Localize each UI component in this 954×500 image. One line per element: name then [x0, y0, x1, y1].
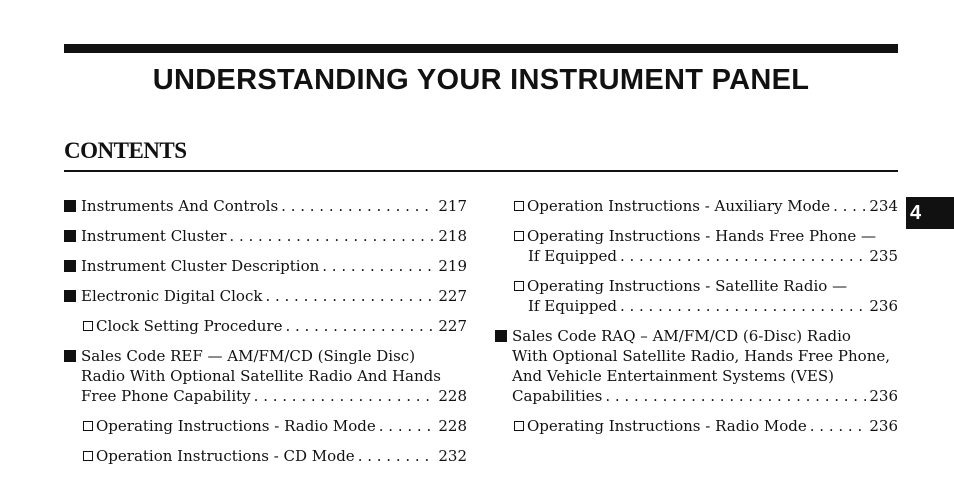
toc-entry[interactable]	[495, 416, 898, 436]
toc-page-number: 227	[438, 317, 467, 335]
dot-leader	[229, 226, 435, 246]
toc-entry[interactable]	[64, 256, 467, 276]
toc-entry-line	[64, 226, 467, 246]
toc-entry-line	[495, 386, 898, 406]
toc-entry-line	[495, 296, 898, 316]
toc-entry[interactable]	[64, 446, 467, 466]
toc-entry-line	[495, 346, 898, 366]
dot-leader	[358, 446, 436, 466]
dot-leader	[620, 246, 866, 266]
toc-entry-line	[495, 326, 898, 346]
toc-page-number: 232	[438, 447, 467, 465]
toc-entry-title: Instrument Cluster	[81, 227, 227, 245]
toc-page-number: 234	[869, 197, 898, 215]
toc-entry-line	[495, 416, 898, 436]
toc-entry[interactable]	[64, 416, 467, 436]
toc-page-number: 235	[869, 247, 898, 265]
toc-entry-line	[64, 366, 467, 386]
toc-entry-line	[495, 196, 898, 216]
filled-square-bullet-icon	[64, 350, 76, 362]
toc-page-number: 217	[438, 197, 467, 215]
toc-page-number: 236	[869, 297, 898, 315]
chapter-tab: 4	[906, 197, 954, 229]
toc-entry-line	[64, 256, 467, 276]
dot-leader	[281, 196, 435, 216]
filled-square-bullet-icon	[64, 200, 76, 212]
hollow-square-bullet-icon	[514, 421, 524, 431]
chapter-title: UNDERSTANDING YOUR INSTRUMENT PANEL	[152, 64, 810, 96]
toc-entry-line	[64, 316, 467, 336]
toc-page-number: 228	[438, 387, 467, 405]
toc-entry[interactable]	[64, 346, 467, 406]
dot-leader	[620, 296, 866, 316]
dot-leader	[810, 416, 867, 436]
toc-entry[interactable]	[495, 226, 898, 266]
toc-entry-title: Operating Instructions - Radio Mode	[96, 417, 376, 435]
toc-entry-line	[495, 366, 898, 386]
filled-square-bullet-icon	[495, 330, 507, 342]
toc-entry-line	[64, 386, 467, 406]
top-rule	[64, 44, 898, 53]
toc-entry[interactable]	[64, 196, 467, 216]
toc-entry-line	[64, 416, 467, 436]
toc-entry-title: Capabilities	[512, 387, 603, 405]
toc-entry-title: Operation Instructions - CD Mode	[96, 447, 355, 465]
toc-column-right	[495, 196, 898, 446]
toc-entry-title: Instruments And Controls	[81, 197, 279, 215]
toc-entry-title: Sales Code REF — AM/FM/CD (Single Disc)	[81, 347, 416, 365]
hollow-square-bullet-icon	[514, 281, 524, 291]
dot-leader	[833, 196, 866, 216]
toc-entry[interactable]	[64, 226, 467, 246]
dot-leader	[322, 256, 435, 276]
toc-entry[interactable]	[495, 196, 898, 216]
hollow-square-bullet-icon	[514, 201, 524, 211]
hollow-square-bullet-icon	[83, 321, 93, 331]
filled-square-bullet-icon	[64, 230, 76, 242]
toc-entry-title: Clock Setting Procedure	[96, 317, 283, 335]
toc-entry-line	[64, 346, 467, 366]
toc-page-number: 219	[438, 257, 467, 275]
toc-entry[interactable]	[64, 316, 467, 336]
hollow-square-bullet-icon	[83, 421, 93, 431]
toc-entry-line	[495, 246, 898, 266]
toc-entry-title: Operating Instructions - Hands Free Phone —	[527, 227, 877, 245]
toc-entry[interactable]	[495, 276, 898, 316]
toc-entry-title: And Vehicle Entertainment Systems (VES)	[512, 367, 834, 385]
toc-entry-line	[495, 276, 898, 296]
toc-page-number: 227	[438, 287, 467, 305]
toc-page-number: 236	[869, 417, 898, 435]
toc-entry-line	[64, 196, 467, 216]
toc-entry[interactable]	[495, 326, 898, 406]
dot-leader	[285, 316, 435, 336]
toc-entry-title: Instrument Cluster Description	[81, 257, 320, 275]
toc-entry-title: Operating Instructions - Satellite Radio —	[527, 277, 848, 295]
toc-entry[interactable]	[64, 286, 467, 306]
toc-entry-title: Radio With Optional Satellite Radio And Hands	[81, 367, 441, 385]
toc-entry-line	[495, 226, 898, 246]
filled-square-bullet-icon	[64, 260, 76, 272]
toc-entry-title: Operating Instructions - Radio Mode	[527, 417, 807, 435]
contents-rule	[64, 170, 898, 172]
toc-entry-title: With Optional Satellite Radio, Hands Free Phone,	[512, 347, 891, 365]
toc-entry-line	[64, 446, 467, 466]
toc-entry-title: Operation Instructions - Auxiliary Mode	[527, 197, 831, 215]
hollow-square-bullet-icon	[514, 231, 524, 241]
contents-heading: CONTENTS	[64, 138, 187, 163]
toc-column-left	[64, 196, 467, 476]
toc-entry-title: If Equipped	[528, 247, 617, 265]
toc-page-number: 218	[438, 227, 467, 245]
hollow-square-bullet-icon	[83, 451, 93, 461]
toc-page-number: 236	[869, 387, 898, 405]
toc-entry-title: Free Phone Capability	[81, 387, 251, 405]
dot-leader	[379, 416, 436, 436]
toc-page-number: 228	[438, 417, 467, 435]
toc-entry-title: If Equipped	[528, 297, 617, 315]
toc-entry-title: Sales Code RAQ – AM/FM/CD (6-Disc) Radio	[512, 327, 851, 345]
toc-entry-title: Electronic Digital Clock	[81, 287, 263, 305]
dot-leader	[254, 386, 436, 406]
dot-leader	[605, 386, 866, 406]
toc-entry-line	[64, 286, 467, 306]
dot-leader	[265, 286, 435, 306]
filled-square-bullet-icon	[64, 290, 76, 302]
